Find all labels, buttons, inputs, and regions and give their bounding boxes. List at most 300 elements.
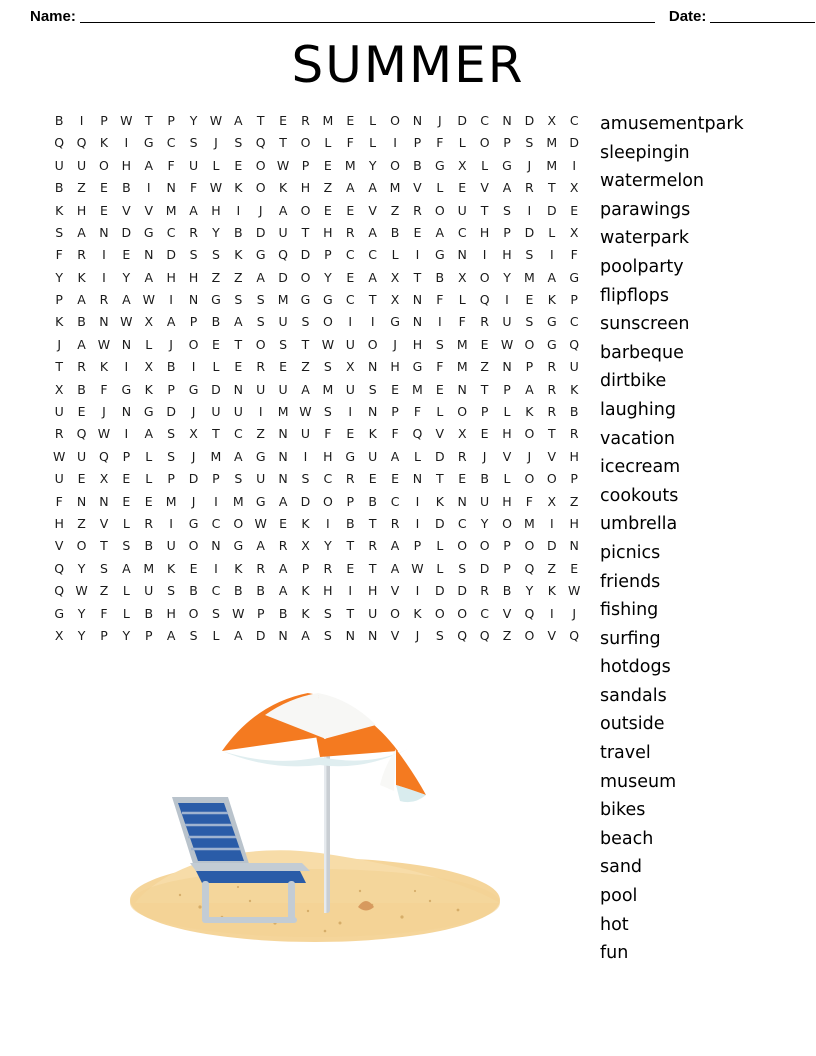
grid-cell: A (278, 493, 288, 509)
grid-cell: I (415, 247, 420, 263)
grid-cell: V (547, 448, 557, 464)
grid-cell: U (144, 583, 154, 599)
name-write-line[interactable] (80, 9, 655, 23)
grid-cell: O (457, 605, 468, 621)
grid-cell: I (415, 583, 420, 599)
grid-cell: F (55, 247, 63, 263)
grid-cell: F (570, 247, 578, 263)
grid-cell: J (102, 404, 106, 420)
grid-cell: R (189, 224, 198, 240)
grid-cell: A (345, 180, 355, 196)
grid-cell: G (390, 314, 400, 330)
grid-cell: T (212, 426, 220, 442)
word-list-item: bikes (600, 800, 646, 821)
grid-cell: P (301, 560, 310, 576)
grid-cell: T (368, 560, 377, 576)
grid-cell: Q (524, 560, 535, 576)
grid-cell: D (457, 112, 468, 128)
grid-cell: O (524, 538, 535, 554)
page-title: SUMMER (291, 36, 525, 94)
grid-cell: M (546, 157, 558, 173)
grid-cell: I (102, 247, 106, 263)
grid-cell: T (368, 515, 377, 531)
grid-cell: G (143, 224, 154, 240)
grid-cell: U (368, 448, 378, 464)
grid-cell: X (390, 292, 400, 308)
grid-cell: W (500, 336, 514, 352)
grid-cell: B (368, 493, 377, 509)
grid-cell: O (390, 157, 400, 173)
grid-cell: W (209, 180, 223, 196)
grid-cell: K (301, 515, 310, 531)
grid-cell: Q (54, 560, 65, 576)
grid-cell: P (55, 292, 63, 308)
grid-cell: N (99, 224, 109, 240)
grid-cell: L (413, 448, 421, 464)
grid-cell: K (99, 135, 109, 151)
grid-cell: L (481, 157, 489, 173)
grid-cell: N (278, 627, 288, 643)
grid-cell: H (323, 448, 333, 464)
grid-cell: A (234, 448, 243, 464)
date-label: Date: (668, 7, 707, 25)
grid-cell: U (457, 202, 467, 218)
grid-cell: E (346, 112, 355, 128)
grid-cell: E (391, 471, 399, 487)
grid-cell: D (546, 538, 557, 554)
grid-cell: X (144, 359, 154, 375)
grid-cell: O (322, 493, 333, 509)
grid-cell: N (367, 404, 378, 420)
grid-cell: M (232, 493, 244, 509)
grid-cell: J (191, 404, 196, 420)
grid-cell: A (144, 426, 154, 442)
grid-cell: J (191, 493, 196, 509)
grid-cell: V (547, 627, 557, 643)
grid-cell: E (346, 426, 355, 442)
grid-cell: O (300, 202, 311, 218)
grid-cell: O (390, 605, 400, 621)
grid-cell: T (55, 359, 64, 375)
grid-cell: A (144, 269, 154, 285)
grid-cell: U (256, 471, 266, 487)
grid-cell: J (57, 336, 62, 352)
grid-cell: D (188, 471, 199, 487)
grid-cell: H (323, 224, 333, 240)
grid-cell: L (122, 605, 130, 621)
grid-cell: D (255, 627, 266, 643)
grid-cell: N (99, 493, 109, 509)
grid-cell: M (277, 292, 289, 308)
grid-cell: Q (76, 426, 87, 442)
grid-cell: G (255, 448, 266, 464)
grid-cell: N (76, 493, 87, 509)
grid-cell: U (300, 426, 311, 442)
grid-cell: V (435, 426, 445, 442)
grid-cell: R (457, 448, 467, 464)
grid-cell: S (256, 314, 265, 330)
grid-cell: K (234, 560, 243, 576)
grid-cell: I (236, 202, 241, 218)
grid-cell: E (368, 471, 377, 487)
grid-cell: R (301, 112, 310, 128)
grid-cell: I (146, 180, 151, 196)
grid-cell: A (77, 336, 86, 352)
grid-cell: B (256, 583, 265, 599)
grid-cell: H (300, 180, 311, 196)
grid-cell: S (234, 135, 243, 151)
grid-cell: I (214, 560, 218, 576)
grid-cell: C (345, 247, 355, 263)
grid-cell: D (524, 112, 535, 128)
grid-cell: J (169, 336, 173, 352)
grid-cell: U (345, 381, 355, 397)
grid-cell: J (393, 336, 397, 352)
grid-cell: L (436, 180, 444, 196)
beach-illustration (110, 655, 530, 955)
grid-cell: U (278, 381, 288, 397)
grid-cell: A (234, 314, 243, 330)
grid-cell: N (502, 112, 512, 128)
grid-cell: N (188, 292, 199, 308)
grid-cell: G (569, 269, 580, 285)
grid-cell: I (505, 292, 509, 308)
grid-cell: B (234, 224, 243, 240)
grid-cell: R (547, 404, 557, 420)
grid-cell: R (323, 560, 333, 576)
grid-cell: S (167, 583, 176, 599)
grid-cell: D (278, 269, 288, 285)
grid-cell: I (169, 292, 173, 308)
grid-cell: A (368, 269, 377, 285)
grid-cell: I (214, 493, 218, 509)
grid-cell: G (412, 359, 423, 375)
grid-cell: S (503, 202, 511, 218)
grid-cell: I (124, 359, 129, 375)
grid-cell: P (167, 471, 175, 487)
grid-cell: A (256, 269, 265, 285)
grid-cell: H (412, 336, 423, 352)
grid-cell: S (167, 448, 176, 464)
grid-cell: N (121, 404, 132, 420)
grid-cell: L (145, 448, 153, 464)
grid-cell: H (188, 269, 199, 285)
grid-cell: N (278, 471, 288, 487)
grid-cell: T (346, 605, 355, 621)
grid-cell: N (412, 112, 423, 128)
grid-cell: W (75, 583, 88, 599)
grid-cell: E (144, 493, 153, 509)
grid-cell: O (255, 336, 266, 352)
grid-cell: A (390, 560, 400, 576)
grid-cell: L (436, 538, 444, 554)
grid-cell: K (301, 583, 310, 599)
grid-cell: G (188, 381, 199, 397)
grid-cell: E (279, 515, 288, 531)
grid-cell: K (99, 359, 109, 375)
grid-cell: C (345, 292, 355, 308)
grid-cell: R (77, 247, 86, 263)
grid-cell: M (344, 157, 356, 173)
grid-cell: T (547, 180, 556, 196)
grid-cell: S (323, 359, 332, 375)
grid-cell: W (120, 112, 133, 128)
grid-cell: K (77, 269, 86, 285)
grid-cell: U (77, 448, 87, 464)
grid-cell: W (411, 560, 424, 576)
grid-cell: J (415, 627, 420, 643)
grid-cell: A (368, 224, 377, 240)
grid-cell: X (189, 426, 198, 442)
grid-cell: S (323, 404, 332, 420)
grid-cell: I (527, 202, 532, 218)
grid-cell: A (256, 538, 265, 554)
grid-cell: Q (54, 583, 65, 599)
grid-cell: T (480, 381, 489, 397)
grid-cell: L (212, 157, 220, 173)
grid-cell: N (99, 314, 109, 330)
grid-cell: V (390, 583, 400, 599)
grid-cell: W (567, 583, 581, 599)
word-list-item: dirtbike (600, 371, 667, 392)
grid-cell: Y (77, 560, 86, 576)
grid-cell: E (189, 560, 198, 576)
grid-cell: Z (390, 202, 400, 218)
grid-cell: T (234, 336, 243, 352)
word-list-item: sleepingin (600, 142, 690, 163)
grid-cell: N (278, 448, 288, 464)
word-list-item: surfing (600, 628, 661, 649)
word-search-grid (48, 110, 585, 647)
grid-cell: K (525, 404, 534, 420)
grid-cell: C (166, 135, 176, 151)
grid-cell: S (525, 314, 534, 330)
grid-cell: F (525, 493, 533, 509)
grid-cell: X (301, 538, 310, 554)
grid-cell: V (122, 202, 131, 218)
grid-cell: B (54, 112, 64, 128)
grid-cell: Z (301, 359, 310, 375)
grid-cell: P (167, 381, 175, 397)
grid-cell: S (122, 538, 131, 554)
grid-cell: E (413, 224, 422, 240)
grid-cell: U (278, 314, 288, 330)
grid-cell: Y (122, 627, 131, 643)
grid-cell: B (413, 157, 422, 173)
grid-cell: S (301, 471, 310, 487)
grid-cell: B (278, 605, 288, 621)
word-list-item: amusementpark (600, 114, 744, 134)
grid-cell: H (121, 157, 132, 173)
grid-cell: R (368, 538, 377, 554)
grid-cell: B (166, 359, 176, 375)
grid-cell: L (324, 135, 332, 151)
word-list-item: barbeque (600, 342, 684, 363)
grid-cell: N (144, 247, 154, 263)
word-list-item: parawings (600, 199, 691, 220)
grid-cell: G (233, 538, 244, 554)
grid-cell: O (524, 627, 535, 643)
grid-cell: T (256, 112, 265, 128)
grid-cell: J (437, 112, 442, 128)
grid-cell: I (415, 493, 420, 509)
grid-cell: X (547, 493, 557, 509)
grid-cell: M (165, 202, 177, 218)
grid-cell: K (144, 381, 153, 397)
grid-cell: D (457, 583, 468, 599)
grid-cell: E (323, 157, 332, 173)
grid-cell: E (480, 426, 489, 442)
grid-cell: G (143, 404, 154, 420)
grid-cell: F (346, 135, 354, 151)
grid-cell: T (346, 538, 355, 554)
grid-cell: S (211, 605, 220, 621)
grid-cell: M (412, 381, 423, 397)
grid-cell: O (322, 314, 333, 330)
grid-cell: S (435, 336, 444, 352)
grid-cell: R (525, 180, 534, 196)
grid-cell: U (54, 157, 64, 173)
grid-cell: E (122, 493, 131, 509)
grid-cell: Q (412, 426, 423, 442)
grid-cell: C (166, 224, 176, 240)
grid-cell: N (412, 292, 423, 308)
grid-cell: S (301, 314, 310, 330)
grid-cell: R (547, 359, 557, 375)
grid-cell: O (188, 605, 199, 621)
grid-cell: I (549, 515, 554, 531)
grid-cell: G (255, 493, 266, 509)
grid-cell: O (502, 515, 512, 531)
grid-cell: E (100, 202, 108, 218)
grid-cell: S (525, 247, 534, 263)
grid-cell: E (346, 202, 355, 218)
word-list-item: sand (600, 857, 643, 878)
grid-cell: K (547, 583, 556, 599)
grid-cell: D (479, 560, 490, 576)
grid-cell: M (389, 180, 401, 196)
date-write-line[interactable] (710, 9, 815, 23)
grid-cell: G (211, 292, 221, 308)
word-list-item: outside (600, 714, 665, 735)
grid-cell: P (100, 112, 108, 128)
grid-cell: H (166, 605, 176, 621)
grid-cell: A (234, 112, 243, 128)
grid-cell: R (390, 515, 400, 531)
grid-cell: J (258, 202, 263, 218)
grid-cell: C (368, 247, 378, 263)
grid-cell: K (570, 381, 579, 397)
word-list-item: travel (600, 743, 651, 764)
grid-cell: A (122, 560, 131, 576)
grid-cell: F (413, 404, 422, 420)
word-list-item: watermelon (600, 171, 705, 192)
grid-cell: E (346, 560, 355, 576)
grid-cell: K (234, 180, 243, 196)
grid-cell: N (569, 538, 579, 554)
grid-cell: Q (54, 135, 65, 151)
grid-cell: S (189, 247, 198, 263)
grid-cell: A (390, 448, 400, 464)
grid-cell: E (346, 269, 355, 285)
grid-cell: N (278, 426, 288, 442)
grid-cell: X (569, 224, 579, 240)
grid-cell: T (413, 269, 422, 285)
grid-cell: E (391, 381, 399, 397)
grid-cell: M (143, 560, 155, 576)
grid-cell: Q (255, 135, 266, 151)
word-list-item: pool (600, 886, 638, 907)
word-list-item: friends (600, 571, 661, 592)
grid-cell: O (524, 426, 535, 442)
grid-cell: E (279, 112, 288, 128)
word-list-item: icecream (600, 457, 681, 478)
grid-cell: G (323, 292, 333, 308)
grid-cell: M (277, 404, 289, 420)
grid-cell: G (121, 381, 132, 397)
grid-cell: S (100, 560, 108, 576)
grid-cell: B (480, 471, 489, 487)
grid-cell: C (569, 112, 579, 128)
grid-cell: Y (368, 157, 377, 173)
grid-cell: E (435, 381, 444, 397)
word-list-item: picnics (600, 542, 661, 563)
grid-cell: F (436, 135, 444, 151)
grid-cell: U (368, 605, 378, 621)
grid-cell: Q (76, 135, 87, 151)
grid-cell: S (525, 135, 534, 151)
grid-cell: Y (324, 269, 332, 285)
grid-cell: O (255, 157, 266, 173)
grid-cell: D (435, 583, 445, 599)
grid-cell: H (502, 426, 512, 442)
grid-cell: B (54, 180, 64, 196)
grid-cell: E (77, 471, 86, 487)
grid-cell: B (345, 515, 355, 531)
grid-cell: U (166, 538, 176, 554)
grid-cell: A (77, 224, 86, 240)
grid-cell: F (436, 292, 444, 308)
grid-cell: W (276, 157, 290, 173)
grid-cell: P (480, 404, 489, 420)
grid-cell: E (211, 336, 220, 352)
grid-cell: K (301, 605, 310, 621)
grid-cell: H (166, 269, 176, 285)
grid-cell: I (437, 314, 442, 330)
grid-cell: M (456, 336, 468, 352)
word-list-item: cookouts (600, 485, 679, 506)
grid-cell: H (367, 583, 378, 599)
grid-cell: N (367, 627, 378, 643)
grid-cell: I (79, 112, 84, 128)
grid-cell: Z (547, 560, 557, 576)
grid-cell: V (502, 605, 512, 621)
grid-cell: M (322, 381, 334, 397)
grid-cell: Z (256, 426, 265, 442)
grid-cell: D (569, 135, 579, 151)
grid-cell: J (527, 448, 532, 464)
grid-cell: A (166, 314, 176, 330)
grid-cell: P (503, 224, 511, 240)
grid-cell: F (55, 493, 63, 509)
grid-cell: I (258, 404, 263, 420)
grid-cell: O (434, 202, 445, 218)
grid-cell: A (278, 583, 288, 599)
grid-cell: I (124, 426, 129, 442)
grid-cell: G (546, 314, 557, 330)
grid-cell: E (279, 359, 288, 375)
grid-cell: F (324, 426, 332, 442)
